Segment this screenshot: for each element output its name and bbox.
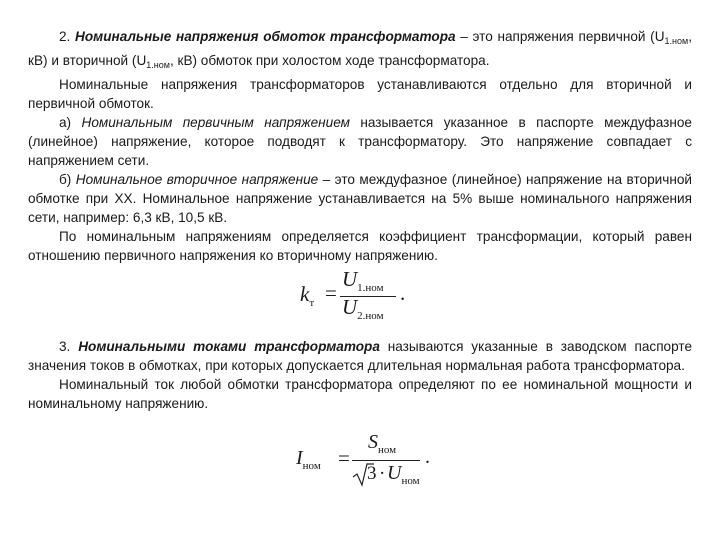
- formula-rated-current: [296, 432, 446, 490]
- section-3-definition: 3. Номинальными токами трансформатора называются указанные в заводском паспорте значения токов в обмотках, при которых допускается длительная нормальная работа трансформатора.: [28, 339, 693, 373]
- section-2-item-b: б) Номинальное вторичное напряжение – это междуфазное (линейное) напряжение на вторичной обмотке при ХХ. Номинальное напряжение устанавливается на 5% выше номинального напряжения сети, например: 6,3 кВ, 10,5 кВ.: [28, 172, 692, 225]
- section-3-paragraph: Номинальный ток любой обмотки трансформатора определяют по ее номинальной мощности и номинальному напряжению.: [28, 377, 692, 411]
- formula-2-fraction-bar: [352, 460, 420, 461]
- formula-1-period: .: [400, 281, 406, 305]
- formula-2-numerator: $S_{ном}$: [368, 431, 397, 456]
- section-2-item-a: а) Номинальным первичным напряжением называется указанное в паспорте междуфазное (линейное) напряжение, которое подводят к трансформатору. Это напряжение совпадает с напряжением сети.: [28, 115, 692, 168]
- section-3-title: Номинальными токами трансформатора: [78, 339, 380, 354]
- formula-2-denominator: $U_{ном}$: [387, 462, 420, 487]
- formula-1-numerator: $U_{1.ном}$: [342, 267, 384, 294]
- section-2-paragraph: Номинальные напряжения трансформаторов устанавливаются отдельно для вторичной и первичной обмоток.: [28, 77, 692, 111]
- section-2-title: Номинальные напряжения обмоток трансформатора: [75, 29, 456, 44]
- formula-transformation-ratio: [300, 268, 420, 324]
- section-3-number: 3.: [59, 339, 71, 354]
- formula-2-dot: ·: [379, 463, 386, 484]
- formula-1-equals: =: [325, 281, 337, 305]
- section-2-text: [28, 27, 692, 265]
- section-2-definition: 2. Номинальные напряжения обмоток трансформатора – это напряжения первичной ($U_{1.ном}$, кВ) и вторичной ($U_{1.ном}$, кВ) обмоток при холостом ходе трансформатора.: [28, 29, 692, 70]
- formula-2-sqrt-radicand: 3: [367, 463, 377, 484]
- section-2-number: 2.: [59, 29, 71, 44]
- formula-2-lhs: $I_{ном}$: [296, 447, 321, 472]
- section-3-text: [28, 337, 692, 413]
- formula-1-lhs: $k_т$: [300, 282, 315, 309]
- formula-1-denominator: $U_{2.ном}$: [342, 295, 384, 322]
- section-2-conclusion: По номинальным напряжениям определяется коэффициент трансформации, который равен отношению первичного напряжения ко вторичному напряжению.: [28, 229, 692, 263]
- formula-2-equals: =: [338, 446, 350, 470]
- formula-2-period: .: [425, 446, 430, 468]
